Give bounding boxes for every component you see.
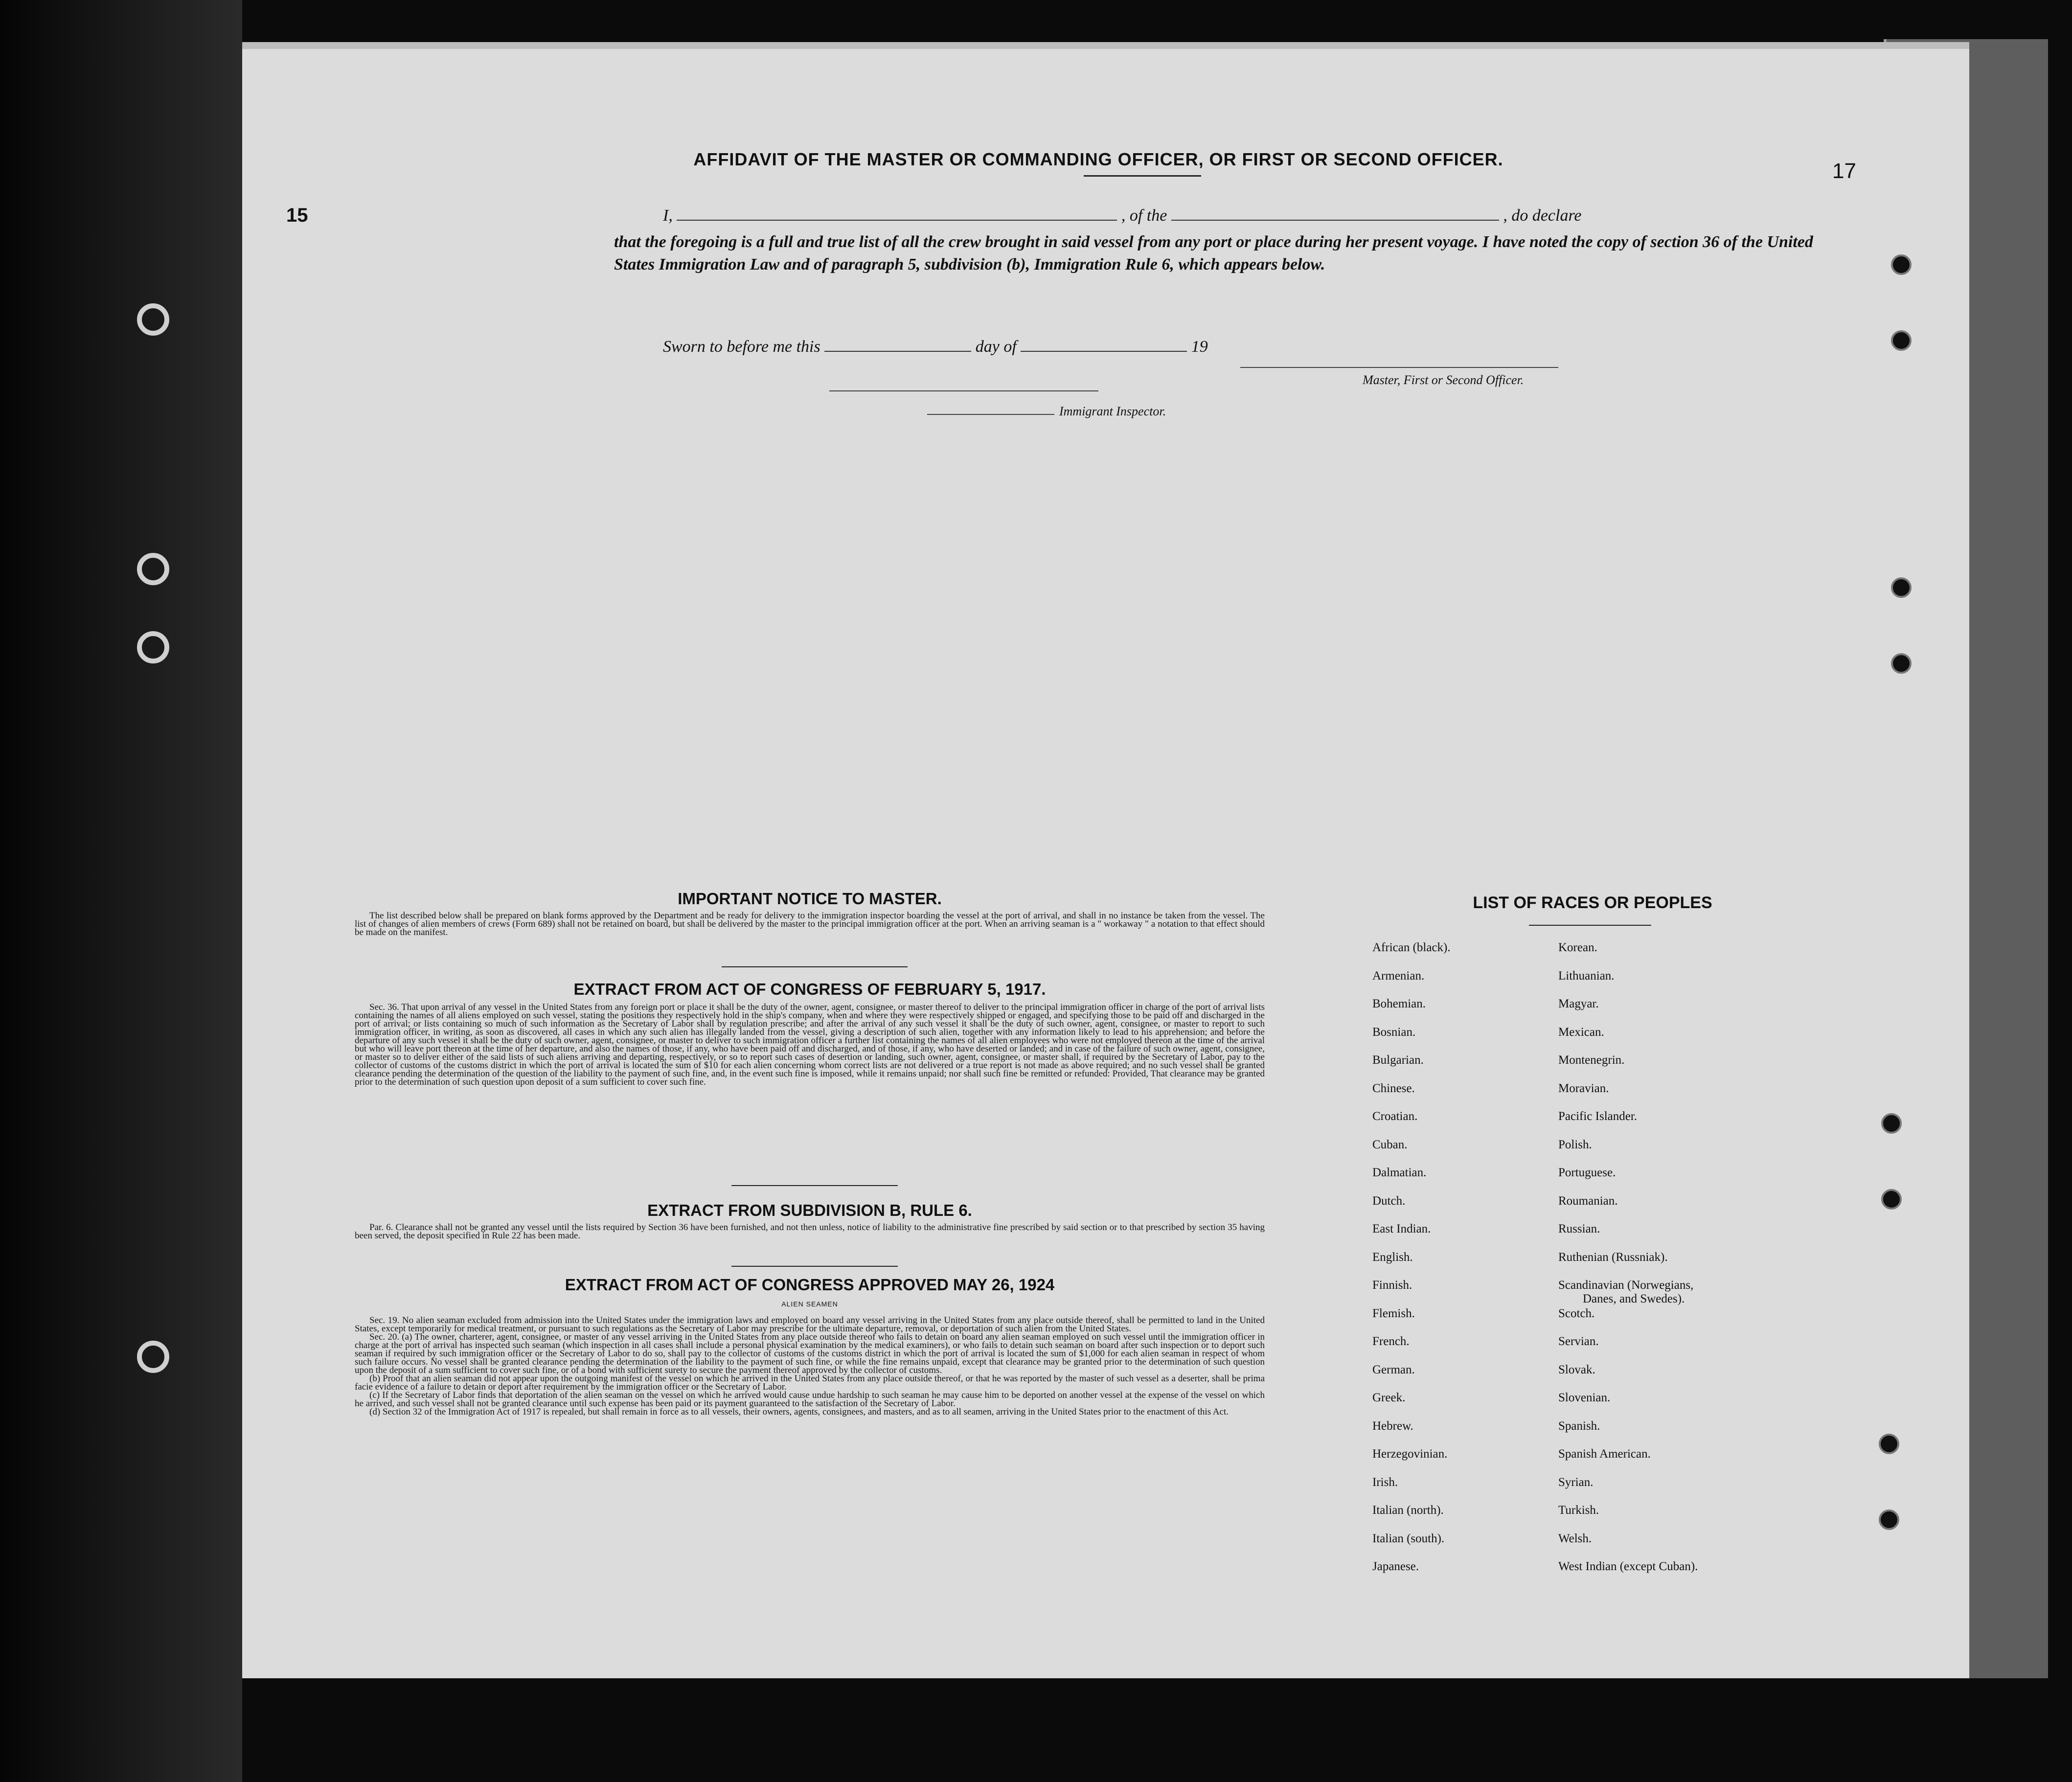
race-item: Russian. — [1558, 1222, 1600, 1235]
punch-hole — [1881, 1189, 1902, 1210]
act-1924-subtitle: ALIEN SEAMEN — [781, 1300, 838, 1308]
race-item: Welsh. — [1558, 1531, 1592, 1545]
corner-handwritten-number: 17 — [1832, 159, 1856, 183]
punch-hole — [1891, 330, 1912, 351]
master-signature-label: Master, First or Second Officer. — [1363, 373, 1524, 387]
race-item: Roumanian. — [1558, 1194, 1618, 1208]
act-1917-title: EXTRACT FROM ACT OF CONGRESS OF FEBRUARY 5, 1917. — [573, 980, 1046, 998]
race-item-scandinavian: Scandinavian (Norwegians, — [1558, 1279, 1694, 1292]
binder-hole-mark — [137, 303, 169, 336]
affidavit-title: AFFIDAVIT OF THE MASTER OR COMMANDING OFFICER, OR FIRST OR SECOND OFFICER. — [693, 149, 1503, 169]
race-item: Moravian. — [1558, 1081, 1609, 1095]
race-item: East Indian. — [1372, 1222, 1431, 1235]
race-item: Italian (north). — [1372, 1504, 1444, 1517]
declarant-label: I, — [663, 206, 673, 225]
vessel-name-blank — [1171, 207, 1499, 221]
race-item: Japanese. — [1372, 1560, 1419, 1573]
act-1924-sec-20d: (d) Section 32 of the Immigration Act of 1917 is repealed, but shall remain in force as to all vessels, their owners, agents, consignees, and masters, and as to all seamen, arriving in the United States prior to the enactment of this Act. — [369, 1407, 1229, 1417]
race-item: Bohemian. — [1372, 997, 1426, 1010]
race-item: Syrian. — [1558, 1475, 1594, 1489]
races-list-title: LIST OF RACES OR PEOPLES — [1473, 893, 1712, 912]
act-1917-rule — [731, 1185, 898, 1186]
sworn-prefix: Sworn to before me this — [663, 338, 820, 356]
act-1924-sec-20a: Sec. 20. (a) The owner, charterer, agent, consignee, or master of any vessel arriving in the United States from any place outside thereof who fails to detain on board any alien seaman employed on such vessel until the immigration officer in charge at the port of arrival has inspected such seaman (which inspection in all cases shall include a personal physical examination by the medical examiners), or who fails to detain such seaman on board after such inspection or to deport such seaman if required by such immigration officer or the Secretary of Labor to do so, shall pay to the collector of customs of the customs district in which the port of arrival is located the sum of $1,000 for each alien seaman in respect of whom such failure occurs. No vessel shall be granted clearance pending the determination of the liability to the payment of such fine, or while the fine remains unpaid, except that clearance may be granted prior to the determination of such question upon the deposit of a sum sufficient to cover such fine, or of a bond with sufficient surety to secure the payment thereof approved by the collector of customs. — [355, 1332, 1265, 1375]
race-item: Italian (south). — [1372, 1531, 1445, 1545]
punch-hole — [1881, 1113, 1902, 1134]
race-item: Armenian. — [1372, 969, 1425, 982]
punch-hole — [1891, 254, 1912, 275]
notice-text: The list described below shall be prepared on blank forms approved by the Department and be ready for delivery to the immigration inspector boarding the vessel at the port of arrival, and shall in no instance be taken from the vessel. The list of changes of alien members of crews (Form 689) shall not be retained on board, but shall be delivered by the master to the principal immigration officer at the port. When an arriving seaman is a " workaway " a notation to that effect should be made on the manifest. — [355, 911, 1265, 937]
race-item: Dutch. — [1372, 1194, 1406, 1208]
race-item: Herzegovinian. — [1372, 1447, 1448, 1461]
races-left-column — [1372, 941, 1451, 1588]
punch-hole — [1891, 653, 1912, 674]
race-item — [1558, 1279, 1698, 1307]
race-item: Servian. — [1558, 1335, 1599, 1348]
sworn-month-blank — [1021, 338, 1187, 352]
inspector-label: Immigrant Inspector. — [1059, 404, 1166, 418]
binder-hole-mark — [137, 553, 169, 585]
scan-left-margin — [0, 0, 242, 1782]
affidavit-declaration-line — [663, 206, 1582, 225]
race-item: Turkish. — [1558, 1504, 1599, 1517]
race-item: Flemish. — [1372, 1306, 1415, 1320]
race-item: English. — [1372, 1250, 1413, 1264]
race-item: Bulgarian. — [1372, 1053, 1424, 1067]
act-1917-text: Sec. 36. That upon arrival of any vessel in the United States from any foreign port or place it shall be the duty of the owner, agent, consignee, or master thereof to deliver to the principal immigration officer in charge of the port of arrival lists containing the names of all aliens employed on such vessel, stating the positions they respectively hold in the ship's company, when and where they were respectively shipped or engaged, and specifying those to be paid off and discharged in the port of arrival; or lists containing so much of such information as the Secretary of Labor shall by regulation prescribe; and after the arrival of any such vessel it shall be the duty of such owner, agent, consignee, or master to report to such immigration officer, in writing, as soon as discovered, all cases in which any such alien has illegally landed from the vessel, giving a description of such alien, together with any information likely to lead to his apprehension; and before the departure of any such vessel it shall be the duty of such owner, agent, consignee, or master to deliver to such immigration officer a further list containing the names of all alien employees who were not employed thereon at the time of the arrival but who will leave port thereon at the time of her departure, and also the names of those, if any, who have been paid off and discharged, and of those, if any, who have deserted or landed; and in case of the failure of such owner, agent, consignee, or master so to deliver either of the said lists of such aliens arriving and departing, respectively, or so to report such cases of desertion or landing, such owner, agent, consignee, or master shall, if required by the Secretary of Labor, pay to the collector of customs of the customs district in which the port of arrival is located the sum of $10 for each alien concerning whom correct lists are not delivered or a true report is not made as above required; and no such vessel shall be granted clearance pending the determination of the question of the liability to the payment of such fine, and, in the event such fine is imposed, while it remains unpaid; nor shall such fine be remitted or refunded: Provided, That clearance may be granted prior to the determination of such question upon deposit of a sum sufficient to cover such fine. — [355, 1002, 1265, 1087]
race-item: Bosnian. — [1372, 1025, 1416, 1039]
race-item: Cuban. — [1372, 1138, 1408, 1151]
races-right-column — [1558, 941, 1698, 1588]
race-item: Greek. — [1372, 1391, 1406, 1404]
rule-6-text: Par. 6. Clearance shall not be granted any vessel until the lists required by Section 36 have been furnished, and not then unless, notice of liability to the administrative fine prescribed by said section or to that prescribed by section 35 having been served, the deposit specified in Rule 22 has been made. — [355, 1222, 1265, 1241]
race-item: Portuguese. — [1558, 1166, 1616, 1179]
margin-page-number: 15 — [286, 205, 308, 226]
race-item: Mexican. — [1558, 1025, 1604, 1039]
sworn-year: 19 — [1191, 338, 1208, 356]
act-1924-text — [355, 1316, 1265, 1416]
notice-rule — [722, 966, 908, 967]
race-item: Slovak. — [1558, 1363, 1595, 1376]
race-item-continuation: Danes, and Swedes). — [1583, 1292, 1685, 1305]
page-top-edge — [242, 42, 1969, 49]
manifest-back-page — [242, 49, 1969, 1678]
binder-hole-mark — [137, 631, 169, 663]
punch-hole — [1879, 1434, 1899, 1454]
race-item: African (black). — [1372, 941, 1451, 954]
affidavit-body: that the foregoing is a full and true list of all the crew brought in said vessel from any port or place during her present voyage. I have noted the copy of section 36 of the United States Immigration Law and of paragraph 5, subdivision (b), Immigration Rule 6, which appears below. — [614, 233, 1813, 274]
binder-hole-mark — [137, 1341, 169, 1373]
race-item: Slovenian. — [1558, 1391, 1611, 1404]
race-item: Lithuanian. — [1558, 969, 1615, 982]
race-item: Pacific Islander. — [1558, 1110, 1638, 1123]
race-item: German. — [1372, 1363, 1415, 1376]
act-1924-sec-20c: (c) If the Secretary of Labor finds that deportation of the alien seaman on the vessel on which he arrived would cause undue hardship to such seaman he may cause him to be deported on another vessel at the expense of the vessel on which he arrived, and such vessel shall not be granted clearance until such expense has been paid or its payment guaranteed to the satisfaction of the Secretary of Labor. — [355, 1390, 1265, 1409]
race-item: Ruthenian (Russniak). — [1558, 1250, 1668, 1264]
race-item: West Indian (except Cuban). — [1558, 1560, 1698, 1573]
race-item: Dalmatian. — [1372, 1166, 1427, 1179]
race-item: Polish. — [1558, 1138, 1592, 1151]
sworn-line — [663, 338, 1208, 356]
inspector-signature-line-2 — [927, 414, 1054, 415]
race-item: Spanish. — [1558, 1419, 1600, 1433]
notice-title: IMPORTANT NOTICE TO MASTER. — [678, 890, 942, 908]
race-item: Hebrew. — [1372, 1419, 1413, 1433]
races-title-rule — [1529, 925, 1651, 926]
race-item: French. — [1372, 1335, 1410, 1348]
race-item: Magyar. — [1558, 997, 1599, 1010]
do-declare-label: , do declare — [1503, 206, 1582, 225]
sworn-day-blank — [824, 338, 971, 352]
inspector-signature-line — [829, 390, 1098, 391]
race-item: Scotch. — [1558, 1306, 1595, 1320]
race-item: Chinese. — [1372, 1081, 1415, 1095]
race-item: Korean. — [1558, 941, 1597, 954]
race-item: Finnish. — [1372, 1279, 1412, 1292]
act-1924-sec-20b: (b) Proof that an alien seaman did not appear upon the outgoing manifest of the vessel on which he arrived in the United States from any place outside thereof, or that he was reported by the master of such vessel as a deserter, shall be prima facie evidence of a failure to detain or deport after requirement by the immigration officer or the Secretary of Labor. — [355, 1373, 1265, 1392]
race-item: Irish. — [1372, 1475, 1398, 1489]
race-item: Montenegrin. — [1558, 1053, 1625, 1067]
punch-hole — [1879, 1509, 1899, 1530]
rule-6-title: EXTRACT FROM SUBDIVISION B, RULE 6. — [647, 1201, 972, 1219]
declarant-name-blank — [677, 207, 1117, 221]
race-item: Spanish American. — [1558, 1447, 1651, 1461]
punch-hole — [1891, 577, 1912, 598]
title-rule — [1084, 175, 1201, 177]
act-1924-sec-19: Sec. 19. No alien seaman excluded from admission into the United States under the immigration laws and employed on board any vessel arriving in the United States from any place outside thereof, shall be permitted to land in the United States, except temporarily for medical treatment, or pursuant to such regulations as the Secretary of Labor may prescribe for the ultimate departure, removal, or deportation of such alien from the United States. — [355, 1315, 1265, 1334]
act-1924-title: EXTRACT FROM ACT OF CONGRESS APPROVED MAY 26, 1924 — [565, 1276, 1055, 1294]
of-the-label: , of the — [1121, 206, 1167, 225]
sworn-day-of: day of — [975, 338, 1017, 356]
race-item: Croatian. — [1372, 1110, 1418, 1123]
rule-6-rule — [731, 1266, 898, 1267]
master-signature-line — [1240, 367, 1558, 368]
